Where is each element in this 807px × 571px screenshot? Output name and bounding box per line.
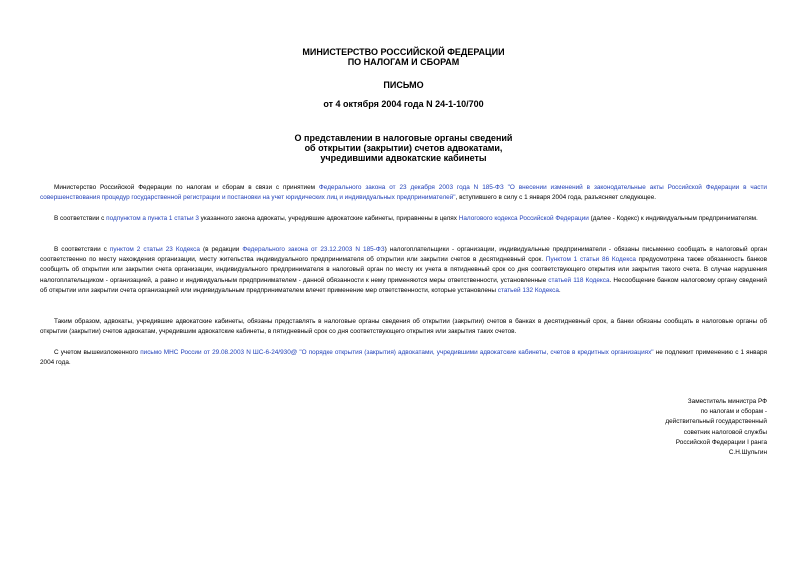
signature-line: Российской Федерации I ранга — [675, 438, 767, 446]
paragraph-text: указанного закона адвокаты, учредившие адвокатские кабинеты, приравнены в целях — [198, 215, 459, 222]
signature-line: Заместитель министра РФ — [687, 398, 767, 405]
paragraph-text: С учетом вышеизложенного — [54, 349, 141, 356]
paragraph-text: Таким образом, адвокаты, учредившие адвокатские кабинеты, обязаны представлять в налоговые органы сведения об открытии (закрытии) счетов в банках в десятидневный срок, а банки обязаны сообщать в налоговые органы об открытии (закрытии) счетов адвокатам, учредившим адвокатские кабинеты, в пятидневный срок со дня соответствующего открытия или закрытия таких счетов. — [40, 318, 767, 336]
paragraph-text: не подлежит применению с 1 января 2004 года. — [40, 349, 767, 367]
paragraph-text: . — [558, 286, 561, 294]
paragraph-text: предусмотрена также обязанность банков сообщить об открытии или закрытии счета организации, индивидуального предпринимателя в налоговый орган по месту их учета в пятидневный срок со дня соответствующего открытия или закрытия такого счета. В случае нарушения налогоплательщиком - организацией, а равно и индивидуальным предпринимателем - данной обязанности к нему применяются меры ответственности, установленные — [40, 256, 767, 284]
signature-line: действительный государственный — [665, 418, 767, 426]
mns-letter-link[interactable]: письмо МНС России от 29.08.2003 N ШС-6-24/930@ "О порядке открытия (закрытия) адвокатами, учредившими адвокатские кабинеты, счетов в кредитных организациях" — [140, 349, 654, 356]
paragraph-text: (далее - Кодекс) к индивидуальным предпринимателям. — [588, 215, 758, 222]
paragraph-3 — [40, 245, 767, 296]
paragraph-text: , вступившего в силу с 1 января 2004 года, разъясняет следующее. — [455, 194, 657, 202]
paragraph-text: . Несообщение банком налоговому органу сведений об открытии или закрытии счета организацией или индивидуальным предпринимателем влечет применение мер ответственности, которые установлены — [40, 276, 767, 294]
paragraph-text: (в редакции — [199, 246, 243, 253]
ministry-title-line1: МИНИСТЕРСТВО РОССИЙСКОЙ ФЕДЕРАЦИИ — [302, 47, 505, 57]
document-date-number: от 4 октября 2004 года N 24-1-10/700 — [323, 99, 484, 109]
signature-line: по налогам и сборам - — [700, 408, 767, 416]
paragraph-text: ) налогоплательщики - организации, индивидуальные предприниматели - обязаны письменно сообщать в налоговый орган соответственно по месту нахождения организации, месту жительства индивидуального предпринимателя об открытии или закрытии счетов в десятидневный срок. — [40, 246, 768, 264]
signature-line: советник налоговой службы — [683, 428, 767, 436]
paragraph-text: Министерство Российской Федерации по налогам и сборам в связи с принятием — [54, 184, 319, 191]
ministry-title-line2: ПО НАЛОГАМ И СБОРАМ — [347, 57, 460, 67]
paragraph-2 — [40, 214, 767, 224]
paragraph-1 — [40, 183, 767, 203]
document-type: ПИСЬМО — [383, 80, 424, 90]
code-article-118-link[interactable]: статьей 118 Кодекса — [548, 276, 610, 284]
signatory-name: С.Н.Шульгин — [728, 449, 767, 457]
code-article-132-link[interactable]: статьей 132 Кодекса — [497, 286, 559, 294]
subject-line3: учредившими адвокатские кабинеты — [320, 153, 487, 163]
subject-line2: об открытии (закрытии) счетов адвокатами, — [304, 143, 503, 153]
code-article-86-link[interactable]: Пунктом 1 статьи 86 Кодекса — [545, 256, 636, 264]
paragraph-text: В соответствии с — [54, 246, 110, 253]
federal-law-link[interactable]: Федерального закона от 23 декабря 2003 года N 185-ФЗ "О внесении изменений в законодательные акты Российской Федерации в части совершенствования процедур государственной регистрации и постановки на учет юридических лиц и индивидуальных предпринимателей" — [40, 184, 767, 202]
paragraph-4 — [40, 317, 767, 337]
code-article-23-link[interactable]: пунктом 2 статьи 23 Кодекса — [109, 246, 200, 253]
subject-line1: О представлении в налоговые органы сведений — [294, 133, 513, 143]
signature-block — [547, 397, 767, 458]
federal-law-185-link[interactable]: Федерального закона от 23.12.2003 N 185-ФЗ — [242, 246, 385, 253]
paragraph-text: В соответствии с — [54, 215, 107, 222]
tax-code-link[interactable]: Налогового кодекса Российской Федерации — [458, 215, 589, 222]
paragraph-5 — [40, 348, 767, 368]
law-article-link[interactable]: подпунктом а пункта 1 статьи 3 — [106, 215, 199, 222]
